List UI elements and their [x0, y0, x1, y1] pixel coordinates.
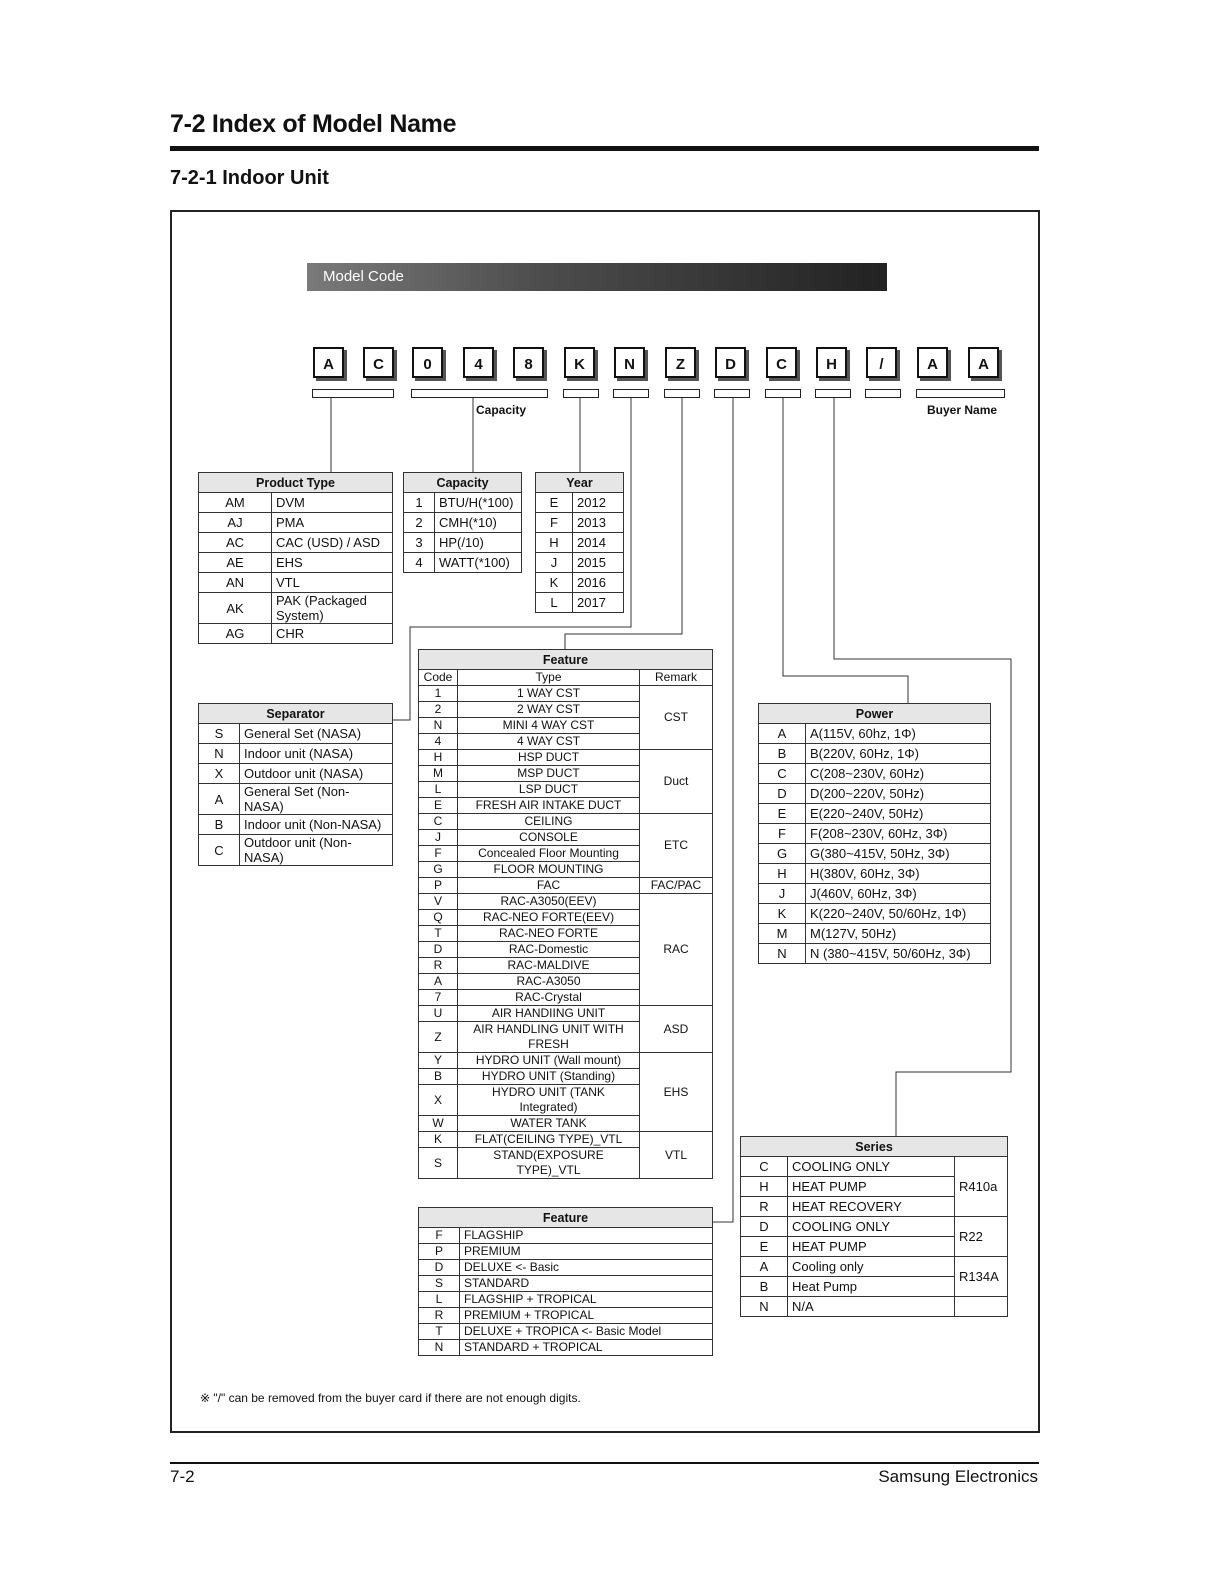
table-cell: E: [536, 493, 573, 513]
table-cell: VTL: [272, 573, 393, 593]
table-cell: Cooling only: [788, 1257, 955, 1277]
table-row: [759, 804, 991, 824]
table-cell: WATT(*100): [435, 553, 522, 573]
table-cell: A(115V, 60hz, 1Φ): [806, 724, 991, 744]
table-cell: RAC-Crystal: [458, 990, 640, 1006]
table-cell: HYDRO UNIT (Standing): [458, 1069, 640, 1085]
table-cell: C: [419, 814, 458, 830]
table-cell: PMA: [272, 513, 393, 533]
table-cell: X: [419, 1085, 458, 1116]
table-cell: R: [741, 1197, 788, 1217]
table-cell: HYDRO UNIT (Wall mount): [458, 1053, 640, 1069]
table-cell: 2016: [573, 573, 624, 593]
table-cell: K: [536, 573, 573, 593]
table-cell: J: [419, 830, 458, 846]
model-char-box: A: [313, 347, 344, 378]
table-cell: D(200~220V, 50Hz): [806, 784, 991, 804]
table-cell: Indoor unit (Non-NASA): [240, 815, 393, 835]
table-cell: J: [536, 553, 573, 573]
table-cell: K: [759, 904, 806, 924]
table-row: [419, 750, 713, 766]
table-cell: HSP DUCT: [458, 750, 640, 766]
table-row: [419, 1006, 713, 1022]
table-cell: 2: [419, 702, 458, 718]
model-char-box: K: [564, 347, 595, 378]
table-cell: FAC/PAC: [640, 878, 713, 894]
table-cell: FLAGSHIP: [460, 1228, 713, 1244]
table-row: [759, 764, 991, 784]
table-row: [759, 784, 991, 804]
table-cell: AJ: [199, 513, 272, 533]
table-cell: D: [419, 942, 458, 958]
buyer-name-label: Buyer Name: [927, 403, 998, 417]
table-cell: G: [759, 844, 806, 864]
table-cell: H: [741, 1177, 788, 1197]
table-header: Year: [536, 473, 624, 493]
table-row: [741, 1297, 1008, 1317]
product-type-table: [198, 472, 393, 644]
table-cell: DELUXE <- Basic: [460, 1260, 713, 1276]
table-cell: HEAT RECOVERY: [788, 1197, 955, 1217]
table-cell: Heat Pump: [788, 1277, 955, 1297]
power-table: [758, 703, 991, 964]
separator-table: [198, 703, 393, 866]
table-cell: STANDARD: [460, 1276, 713, 1292]
table-cell: E: [741, 1237, 788, 1257]
table-row: [536, 533, 624, 553]
table-row: [199, 784, 393, 815]
table-cell: 1: [404, 493, 435, 513]
table-cell: E(220~240V, 50Hz): [806, 804, 991, 824]
table-cell: MSP DUCT: [458, 766, 640, 782]
footer-rule: [170, 1462, 1039, 1464]
year-table: [535, 472, 624, 613]
table-cell: Y: [419, 1053, 458, 1069]
table-cell: AG: [199, 624, 272, 644]
table-cell: S: [199, 724, 240, 744]
table-cell: B: [759, 744, 806, 764]
table-cell: H: [419, 750, 458, 766]
table-cell: C: [759, 764, 806, 784]
model-char-box: /: [866, 347, 897, 378]
table-cell: General Set (Non-NASA): [240, 784, 393, 815]
table-row: [199, 835, 393, 866]
table-cell: J: [759, 884, 806, 904]
table-cell: FLAT(CEILING TYPE)_VTL: [458, 1132, 640, 1148]
table-cell: AM: [199, 493, 272, 513]
table-row: [759, 724, 991, 744]
table-row: [419, 1244, 713, 1260]
table-cell: R134A: [955, 1257, 1008, 1297]
table-cell: 4: [419, 734, 458, 750]
table-cell: 2012: [573, 493, 624, 513]
table-row: [536, 513, 624, 533]
table-row: [199, 513, 393, 533]
table-cell: A: [419, 974, 458, 990]
table-cell: R: [419, 958, 458, 974]
segment-bar-product: [312, 389, 394, 398]
table-row: [759, 924, 991, 944]
table-cell: M: [759, 924, 806, 944]
table-header: Feature: [419, 1208, 713, 1228]
table-row: [741, 1157, 1008, 1177]
table-cell: B: [199, 815, 240, 835]
table-row: [404, 533, 522, 553]
series-table: [740, 1136, 1008, 1317]
table-cell: EHS: [272, 553, 393, 573]
table-row: [199, 724, 393, 744]
table-cell: 2013: [573, 513, 624, 533]
model-char-box: 8: [513, 347, 544, 378]
table-cell: U: [419, 1006, 458, 1022]
table-row: [741, 1217, 1008, 1237]
table-cell: R410a: [955, 1157, 1008, 1217]
table-cell: L: [536, 593, 573, 613]
table-cell: N: [741, 1297, 788, 1317]
table-cell: R22: [955, 1217, 1008, 1257]
table-cell: Duct: [640, 750, 713, 814]
segment-bar-buyer: [916, 389, 1005, 398]
table-cell: 2015: [573, 553, 624, 573]
table-cell: 2017: [573, 593, 624, 613]
table-cell: H(380V, 60Hz, 3Φ): [806, 864, 991, 884]
table-cell: Z: [419, 1022, 458, 1053]
table-row: [759, 744, 991, 764]
table-row: [419, 1260, 713, 1276]
section-title: 7-2-1 Indoor Unit: [170, 167, 329, 189]
table-row: [199, 815, 393, 835]
table-cell: 2014: [573, 533, 624, 553]
table-header: Separator: [199, 704, 393, 724]
table-cell: N: [419, 1340, 460, 1356]
table-cell: B: [419, 1069, 458, 1085]
table-row: [536, 553, 624, 573]
table-cell: 3: [404, 533, 435, 553]
table-cell: AIR HANDLING UNIT WITH FRESH: [458, 1022, 640, 1053]
table-row: [199, 553, 393, 573]
table-cell: L: [419, 782, 458, 798]
table-cell: E: [419, 798, 458, 814]
table-cell: 4 WAY CST: [458, 734, 640, 750]
footnote: ※ "/" can be removed from the buyer card if there are not enough digits.: [200, 1391, 581, 1405]
table-row: [741, 1257, 1008, 1277]
table-cell: 2 WAY CST: [458, 702, 640, 718]
table-cell: HYDRO UNIT (TANK Integrated): [458, 1085, 640, 1116]
table-cell: T: [419, 1324, 460, 1340]
table-row: [419, 1308, 713, 1324]
table-cell: T: [419, 926, 458, 942]
table-cell: ETC: [640, 814, 713, 878]
table-cell: FLAGSHIP + TROPICAL: [460, 1292, 713, 1308]
table-cell: D: [759, 784, 806, 804]
table-cell: RAC-A3050: [458, 974, 640, 990]
table-cell: K: [419, 1132, 458, 1148]
table-row: [419, 1053, 713, 1069]
table-row: [404, 513, 522, 533]
table-cell: STANDARD + TROPICAL: [460, 1340, 713, 1356]
table-cell: FRESH AIR INTAKE DUCT: [458, 798, 640, 814]
table-cell: N: [199, 744, 240, 764]
table-cell: Concealed Floor Mounting: [458, 846, 640, 862]
table-cell: LSP DUCT: [458, 782, 640, 798]
table-cell: B(220V, 60Hz, 1Φ): [806, 744, 991, 764]
table-row: [759, 824, 991, 844]
table-cell: WATER TANK: [458, 1116, 640, 1132]
table-cell: F: [419, 846, 458, 862]
table-cell: DELUXE + TROPICA <- Basic Model: [460, 1324, 713, 1340]
table-cell: D: [419, 1260, 460, 1276]
table-row: [419, 1276, 713, 1292]
table-row: [419, 878, 713, 894]
table-cell: AN: [199, 573, 272, 593]
table-cell: AK: [199, 593, 272, 624]
table-row: [759, 844, 991, 864]
table-cell: CHR: [272, 624, 393, 644]
capacity-table: [403, 472, 522, 573]
table-row: [419, 814, 713, 830]
model-char-box: A: [917, 347, 948, 378]
table-cell: X: [199, 764, 240, 784]
model-char-box: Z: [665, 347, 696, 378]
model-char-box: D: [715, 347, 746, 378]
table-cell: CAC (USD) / ASD: [272, 533, 393, 553]
table-header: Power: [759, 704, 991, 724]
table-cell: H: [759, 864, 806, 884]
table-cell: [955, 1297, 1008, 1317]
segment-bar-year: [563, 389, 599, 398]
table-row: [404, 493, 522, 513]
table-row: [419, 1132, 713, 1148]
feature-grade-table: [418, 1207, 713, 1356]
table-row: [419, 1292, 713, 1308]
page-title: 7-2 Index of Model Name: [170, 110, 457, 138]
table-cell: H: [536, 533, 573, 553]
table-cell: K(220~240V, 50/60Hz, 1Φ): [806, 904, 991, 924]
table-cell: C: [741, 1157, 788, 1177]
table-cell: RAC-Domestic: [458, 942, 640, 958]
table-row: [419, 1228, 713, 1244]
table-row: [419, 894, 713, 910]
table-row: [199, 624, 393, 644]
table-cell: PREMIUM + TROPICAL: [460, 1308, 713, 1324]
table-header: Feature: [419, 650, 713, 670]
table-cell: E: [759, 804, 806, 824]
table-cell: G: [419, 862, 458, 878]
table-cell: HEAT PUMP: [788, 1177, 955, 1197]
table-cell: AIR HANDIING UNIT: [458, 1006, 640, 1022]
segment-bar-separator: [613, 389, 649, 398]
table-cell: M(127V, 50Hz): [806, 924, 991, 944]
table-cell: COOLING ONLY: [788, 1157, 955, 1177]
table-cell: BTU/H(*100): [435, 493, 522, 513]
table-row: [759, 884, 991, 904]
table-cell: D: [741, 1217, 788, 1237]
segment-bar-feature: [664, 389, 700, 398]
table-cell: N/A: [788, 1297, 955, 1317]
segment-bar-series: [815, 389, 851, 398]
table-row: [199, 573, 393, 593]
table-cell: 1 WAY CST: [458, 686, 640, 702]
table-cell: AE: [199, 553, 272, 573]
table-cell: C: [199, 835, 240, 866]
table-cell: 2: [404, 513, 435, 533]
table-cell: F: [419, 1228, 460, 1244]
table-row: [536, 573, 624, 593]
table-cell: J(460V, 60Hz, 3Φ): [806, 884, 991, 904]
table-row: [419, 686, 713, 702]
table-row: [759, 904, 991, 924]
table-row: [199, 533, 393, 553]
table-row: [199, 744, 393, 764]
model-char-box: H: [816, 347, 847, 378]
company-name: Samsung Electronics: [878, 1467, 1038, 1486]
table-row: [199, 493, 393, 513]
table-cell: HEAT PUMP: [788, 1237, 955, 1257]
table-cell: 4: [404, 553, 435, 573]
table-cell: A: [759, 724, 806, 744]
table-row: [536, 593, 624, 613]
segment-bar-power: [765, 389, 801, 398]
table-cell: 1: [419, 686, 458, 702]
table-cell: S: [419, 1148, 458, 1179]
table-row: [759, 864, 991, 884]
model-char-box: 0: [412, 347, 443, 378]
table-cell: RAC-MALDIVE: [458, 958, 640, 974]
table-header: Capacity: [404, 473, 522, 493]
table-cell: L: [419, 1292, 460, 1308]
table-cell: W: [419, 1116, 458, 1132]
table-cell: CST: [640, 686, 713, 750]
table-row: [199, 593, 393, 624]
table-row: [759, 944, 991, 964]
table-cell: VTL: [640, 1132, 713, 1179]
table-cell: Q: [419, 910, 458, 926]
table-cell: DVM: [272, 493, 393, 513]
model-char-box: A: [968, 347, 999, 378]
table-cell: Type: [458, 670, 640, 686]
table-cell: EHS: [640, 1053, 713, 1132]
model-char-box: C: [766, 347, 797, 378]
table-cell: CONSOLE: [458, 830, 640, 846]
table-cell: N (380~415V, 50/60Hz, 3Φ): [806, 944, 991, 964]
table-cell: F: [536, 513, 573, 533]
table-cell: RAC-NEO FORTE: [458, 926, 640, 942]
table-cell: RAC-NEO FORTE(EEV): [458, 910, 640, 926]
table-cell: ASD: [640, 1006, 713, 1053]
table-row: [404, 553, 522, 573]
feature-type-table: [418, 649, 713, 1179]
segment-bar-slash: [865, 389, 901, 398]
table-cell: A: [741, 1257, 788, 1277]
table-cell: F(208~230V, 60Hz, 3Φ): [806, 824, 991, 844]
capacity-segment-label: Capacity: [476, 403, 527, 417]
table-cell: Code: [419, 670, 458, 686]
table-cell: COOLING ONLY: [788, 1217, 955, 1237]
model-char-box: C: [363, 347, 394, 378]
table-cell: M: [419, 766, 458, 782]
table-cell: A: [199, 784, 240, 815]
table-cell: AC: [199, 533, 272, 553]
table-cell: R: [419, 1308, 460, 1324]
table-row: [419, 1324, 713, 1340]
table-cell: MINI 4 WAY CST: [458, 718, 640, 734]
segment-bar-capacity: [411, 389, 548, 398]
table-cell: Remark: [640, 670, 713, 686]
table-cell: PAK (Packaged System): [272, 593, 393, 624]
table-cell: N: [419, 718, 458, 734]
table-cell: V: [419, 894, 458, 910]
table-cell: Outdoor unit (NASA): [240, 764, 393, 784]
table-cell: HP(/10): [435, 533, 522, 553]
table-cell: Indoor unit (NASA): [240, 744, 393, 764]
table-cell: 7: [419, 990, 458, 1006]
table-cell: PREMIUM: [460, 1244, 713, 1260]
table-cell: G(380~415V, 50Hz, 3Φ): [806, 844, 991, 864]
table-header: Product Type: [199, 473, 393, 493]
table-cell: FAC: [458, 878, 640, 894]
table-cell: F: [759, 824, 806, 844]
table-cell: CEILING: [458, 814, 640, 830]
model-code-bar: Model Code: [307, 263, 887, 291]
table-header: Series: [741, 1137, 1008, 1157]
model-char-box: 4: [463, 347, 494, 378]
table-cell: STAND(EXPOSURE TYPE)_VTL: [458, 1148, 640, 1179]
table-cell: P: [419, 878, 458, 894]
table-cell: CMH(*10): [435, 513, 522, 533]
table-cell: RAC: [640, 894, 713, 1006]
table-cell: General Set (NASA): [240, 724, 393, 744]
table-cell: B: [741, 1277, 788, 1297]
table-cell: N: [759, 944, 806, 964]
table-row: [536, 493, 624, 513]
table-cell: C(208~230V, 60Hz): [806, 764, 991, 784]
table-cell: P: [419, 1244, 460, 1260]
segment-bar-grade: [714, 389, 750, 398]
table-cell: FLOOR MOUNTING: [458, 862, 640, 878]
table-cell: Outdoor unit (Non-NASA): [240, 835, 393, 866]
table-row: [419, 1340, 713, 1356]
table-cell: S: [419, 1276, 460, 1292]
page-number: 7-2: [170, 1467, 195, 1486]
model-char-box: N: [614, 347, 645, 378]
table-row: [199, 764, 393, 784]
table-cell: RAC-A3050(EEV): [458, 894, 640, 910]
